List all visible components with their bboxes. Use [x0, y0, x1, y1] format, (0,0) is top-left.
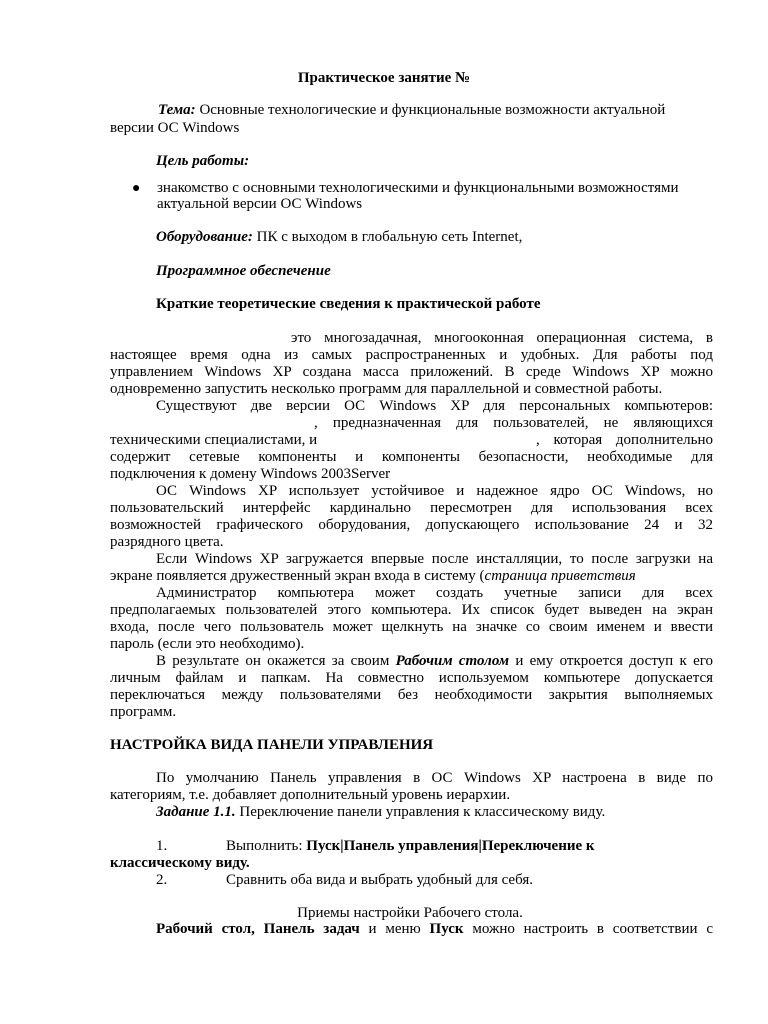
- paragraph-line: , которая дополнительно: [536, 432, 713, 448]
- paragraph-line: возможностей графического оборудования, допускающего использование 24 и 32: [110, 517, 713, 533]
- welcome-page-term: страница приветствия: [484, 568, 636, 584]
- paragraph-line: [110, 568, 636, 585]
- equipment-text: ПК с выходом в глобальную сеть Internet,: [252, 229, 523, 245]
- paragraph-line: подключения к домену Windows 2003Server: [110, 466, 391, 482]
- desktop-heading: Приемы настройки Рабочего стола.: [297, 905, 523, 921]
- task-text: Переключение панели управления к классическому виду.: [235, 804, 606, 820]
- paragraph-line: категориям, т.е. добавляет дополнительный уровень иерархии.: [110, 787, 511, 803]
- goal-label: Цель работы:: [156, 153, 250, 169]
- paragraph-line: переключаться между пользователями без необходимости закрытия выполняемых: [110, 687, 713, 703]
- paragraph-line: Если Windows XP загружается впервые после инсталляции, то после загрузки на: [156, 551, 713, 567]
- paragraph-text: и меню: [359, 921, 430, 937]
- menu-path: Пуск|Панель управления|Переключение к: [306, 838, 595, 854]
- paragraph-line: предполагаемых пользователей этого компьютера. Их список будет выведен на экран: [110, 602, 713, 618]
- goal-bullet-line-2: актуальной версии ОС Windows: [157, 196, 363, 212]
- step-number: 2.: [156, 872, 168, 888]
- step-number: 1.: [156, 838, 168, 854]
- step-text: Выполнить:: [226, 838, 307, 854]
- software-label: Программное обеспечение: [156, 263, 331, 279]
- paragraph-line: личным файлам и папкам. На совместно используемом компьютере допускается: [110, 670, 713, 686]
- equipment-label: Оборудование:: [156, 229, 253, 245]
- paragraph-line: входа, после чего пользователь может щелкнуть на значке со своим именем и ввести: [110, 619, 713, 635]
- paragraph-text: В результате он окажется за своим: [156, 653, 396, 669]
- paragraph-line: разрядного цвета.: [110, 534, 224, 550]
- start-term: Пуск: [429, 921, 464, 937]
- step-line: [226, 838, 595, 855]
- paragraph-line: пароль (если это необходимо).: [110, 636, 305, 652]
- equipment-line: [156, 229, 522, 246]
- desktop-term: Рабочим столом: [395, 653, 510, 669]
- section-heading: НАСТРОЙКА ВИДА ПАНЕЛИ УПРАВЛЕНИЯ: [110, 737, 434, 753]
- task-line: [156, 804, 605, 821]
- task-label: Задание 1.1.: [156, 804, 236, 820]
- goal-bullet-line-1: знакомство с основными технологическими и функциональными возможностями: [157, 180, 679, 196]
- paragraph-text: экране появляется дружественный экран входа в систему (: [110, 568, 485, 584]
- paragraph-line: управлением Windows XP создана масса приложений. В среде Windows XP можно: [110, 364, 713, 380]
- paragraph-text: можно настроить в соответствии с: [463, 921, 713, 937]
- paragraph-line: Существуют две версии ОС Windows XP для персональных компьютеров:: [156, 398, 713, 414]
- paragraph-line: , предназначенная для пользователей, не являющихся: [314, 415, 713, 431]
- theory-heading: Краткие теоретические сведения к практической работе: [156, 296, 541, 312]
- paragraph-line: это многозадачная, многооконная операционная система, в: [291, 330, 713, 346]
- topic-text: Основные технологические и функциональные возможности актуальной: [195, 102, 666, 118]
- paragraph-text: и ему откроется доступ к его: [509, 653, 714, 669]
- paragraph-line: [156, 653, 713, 670]
- paragraph-line: настоящее время одна из самых распространенных и удобных. Для работы под: [110, 347, 713, 363]
- paragraph-line: [156, 921, 713, 938]
- menu-path-continued: классическому виду.: [110, 855, 250, 871]
- step-text: Сравнить оба вида и выбрать удобный для себя.: [226, 872, 533, 888]
- topic-line-2: версии ОС Windows: [110, 120, 240, 136]
- paragraph-line: программ.: [110, 704, 177, 720]
- desktop-taskbar-term: Рабочий стол, Панель задач: [156, 921, 360, 937]
- topic-label: Тема:: [158, 102, 196, 118]
- paragraph-line: По умолчанию Панель управления в ОС Windows XP настроена в виде по: [156, 770, 713, 786]
- paragraph-line: одновременно запустить несколько программ для параллельной и совместной работы.: [110, 381, 663, 397]
- page-title: Практическое занятие №: [297, 70, 471, 86]
- paragraph-line: ОС Windows XP использует устойчивое и надежное ядро ОС Windows, но: [156, 483, 713, 499]
- paragraph-line: содержит сетевые компоненты и компоненты безопасности, необходимые для: [110, 449, 713, 465]
- topic-line: [158, 102, 665, 119]
- paragraph-line: пользовательский интерфейс кардинально пересмотрен для использования всех: [110, 500, 713, 516]
- bullet-icon: ●: [132, 181, 141, 196]
- paragraph-line: техническими специалистами, и: [110, 432, 318, 448]
- paragraph-line: Администратор компьютера может создать учетные записи для всех: [156, 585, 713, 601]
